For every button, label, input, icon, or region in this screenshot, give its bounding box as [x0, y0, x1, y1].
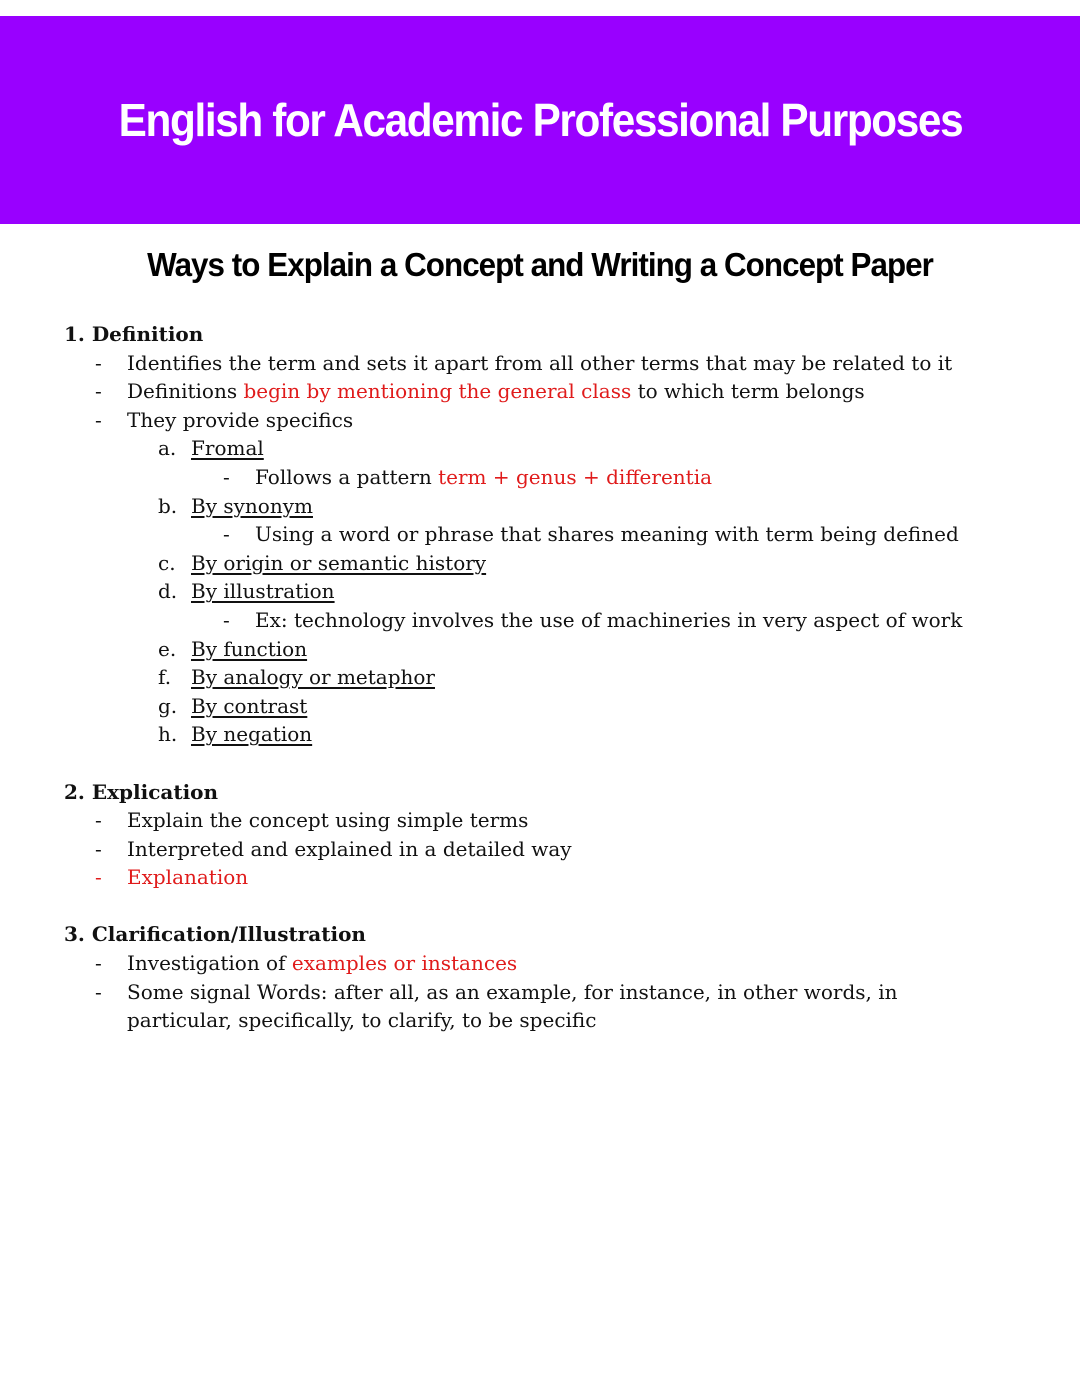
highlight: term + genus + differentia — [438, 464, 713, 489]
bullet: - They provide specifics — [95, 407, 354, 432]
bullet-continuation: particular, specifically, to clarify, to be specific — [127, 1008, 597, 1033]
spacer — [0, 749, 1080, 778]
bullet: - Some signal Words: after all, as an example, for instance, in other words, in — [95, 979, 898, 1004]
page-title: English for Academic Professional Purposes — [118, 94, 962, 146]
definition-type: d. By illustration — [158, 579, 335, 604]
sub-bullet: - Ex: technology involves the use of machineries in very aspect of work — [223, 607, 963, 632]
bullet: - Explain the concept using simple terms — [95, 808, 529, 833]
spacer — [0, 892, 1080, 921]
definition-type: e. By function — [158, 636, 308, 661]
section-heading: 2. Explication — [64, 779, 219, 804]
definition-type: a. Fromal — [158, 436, 264, 461]
header-banner — [0, 16, 1080, 224]
highlight: examples or instances — [291, 951, 518, 976]
subtitle: Ways to Explain a Concept and Writing a Concept Paper — [147, 246, 933, 283]
highlight: begin by mentioning the general class — [243, 379, 632, 404]
bullet: - Interpreted and explained in a detailed way — [95, 836, 572, 861]
definition-type: c. By origin or semantic history — [158, 550, 487, 575]
bullet: - Explanation — [95, 865, 249, 890]
definition-type: f. By analogy or metaphor — [158, 665, 435, 690]
bullet: - Identifies the term and sets it apart from all other terms that may be related to it — [95, 350, 953, 375]
sub-bullet: - Using a word or phrase that shares meaning with term being defined — [223, 522, 959, 547]
section-heading: 1. Definition — [64, 322, 204, 346]
definition-type: b. By synonym — [158, 493, 313, 518]
definition-type: h. By negation — [158, 722, 313, 747]
document-body — [0, 320, 1080, 1035]
bullet: - Definitions begin by mentioning the general class to which term belongs — [95, 379, 865, 404]
section-heading: 3. Clarification/Illustration — [64, 922, 366, 947]
definition-type: g. By contrast — [158, 693, 308, 718]
sub-bullet: - Follows a pattern term + genus + differentia — [223, 464, 713, 489]
bullet: - Investigation of examples or instances — [95, 951, 518, 976]
